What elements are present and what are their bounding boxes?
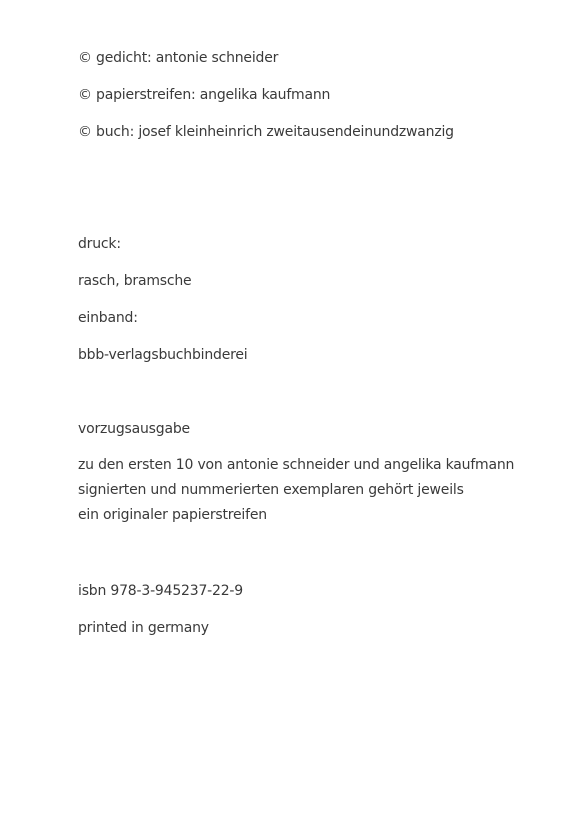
special-edition-heading: vorzugsausgabe xyxy=(78,421,190,437)
binding-label: einband: xyxy=(78,310,138,326)
printed-in: printed in germany xyxy=(78,620,209,636)
special-edition-line: ein originaler papierstreifen xyxy=(78,507,267,523)
special-edition-line: signierten und nummerierten exemplaren gehört jeweils xyxy=(78,482,464,498)
special-edition-text xyxy=(78,453,514,528)
isbn: isbn 978-3-945237-22-9 xyxy=(78,583,243,599)
print-value: rasch, bramsche xyxy=(78,273,192,289)
print-label: druck: xyxy=(78,236,121,252)
copyright-paper-strips: © papierstreifen: angelika kaufmann xyxy=(78,87,331,103)
copyright-poem: © gedicht: antonie schneider xyxy=(78,50,279,66)
binding-value: bbb-verlagsbuchbinderei xyxy=(78,347,248,363)
special-edition-line: zu den ersten 10 von antonie schneider und angelika kaufmann xyxy=(78,457,515,473)
copyright-book: © buch: josef kleinheinrich zweitausendeinundzwanzig xyxy=(78,124,454,140)
